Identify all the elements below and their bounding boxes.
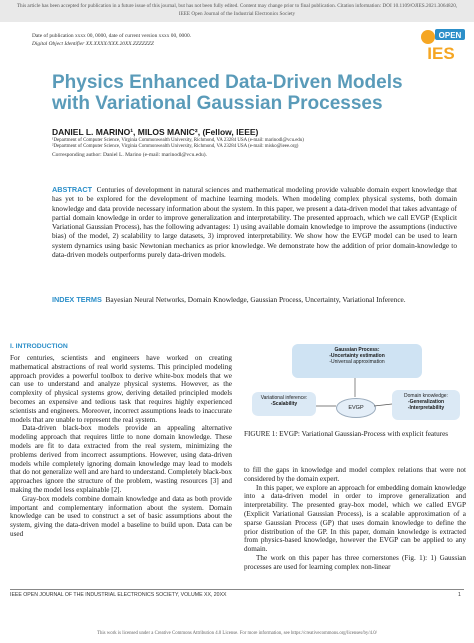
right-paragraph-0: to fill the gaps in knowledge and model complex relations that were not considered by the domain expert. xyxy=(244,466,466,483)
gp-box-title: Gaussian Process: xyxy=(334,347,380,353)
corresponding-author: Corresponding author: Daniel L. Marino (e-mail: marinodl@vcu.edu). xyxy=(52,152,207,158)
abstract-text: Centuries of development in natural sciences and mathematical modeling provide valuable domain expert knowledge that has yet to be explored for the development of machine learning models. When modeling complex physical systems, both domain knowledge and data provide necessary information about the system. In this paper, we present a data-driven model that takes advantage of partial domain knowledge in order to improve generalization and interpretability. The presented approach, which we call EVGP (Explicit Variational Gaussian Process), has the following advantages: 1) using available domain knowledge to improve the assumptions (inductive bias) of the model, 2) scalability to large datasets, 3) improved interpretability. We show how the EVGP model can be used to learn system dynamics using basic Newtonian mechanics as prior knowledge. We demonstrate how the addition of prior domain-knowledge to data-driven models outperforms purely data-driven models. xyxy=(52,185,458,260)
dk-box-title: Domain knowledge: xyxy=(404,393,448,399)
abstract-label: ABSTRACT xyxy=(52,185,93,194)
abstract xyxy=(52,185,457,259)
section-heading-introduction: I. INTRODUCTION xyxy=(10,343,68,350)
left-column xyxy=(10,354,232,539)
right-column xyxy=(244,466,466,572)
vi-box-item-1: -Scalability xyxy=(270,401,298,407)
figure-arrows xyxy=(252,344,462,426)
logo-top-text: OPEN xyxy=(438,31,462,40)
right-paragraph-2: The work on this paper has three cornerstones (Fig. 1): 1) Gaussian processes are used for learning complex non-linear xyxy=(244,553,466,571)
right-paragraph-1: In this paper, we explore an approach for embedding domain knowledge into a data-driven model in order to improve generalization and interpretability. The presented gray-box model, which we called EVGP (Explicit Variational Gaussian Process), is a scalable approximation of a sparse Gaussian Process (GP) that uses domain knowledge to define the prior distribution of the GP. In this paper, domain knowledge is extracted from physics-based knowledge, however the EVGP can be applied to any domain. xyxy=(244,483,466,554)
arrow-dk-to-evgp xyxy=(374,404,392,406)
author-list: DANIEL L. MARINO¹, MILOS MANIC², (Fellow, IEEE) xyxy=(52,127,259,137)
affiliation-1: ¹Department of Computer Science, Virginia Commonwealth University, Richmond, VA 23284 USA (e-mail: marinodl@vcu.edu) xyxy=(52,138,304,143)
dk-box-item-2: -Interpretability xyxy=(407,405,445,411)
intro-paragraph-2: Data-driven black-box models provide an appealing alternative modeling approach that requires little to none domain knowledge. These models are fit to data extracted from the real system, minimizing the problems derived from incorrect assumptions. However, using data-driven models while completely ignoring domain knowledge may lead to models that do not generalize well and are hard to understand. Completely black-box approaches ignore the structure of the problem, wasting resources [3] and making the model less explainable [2]. xyxy=(10,424,232,494)
gp-box-item-2: -Universal approximation xyxy=(329,359,385,365)
doi-identifier: Digital Object Identifier XX.XXXX/XXX.20XX.ZZZZZZZ xyxy=(32,41,154,47)
index-terms-text: Bayesian Neural Networks, Domain Knowledge, Gaussian Process, Uncertainty, Variational Inference. xyxy=(105,295,406,304)
figure-1-diagram xyxy=(252,344,462,426)
license-notice: This work is licensed under a Creative Commons Attribution 4.0 License. For more information, see https://creativecommons.org/licenses/by/4.0/ xyxy=(97,631,377,636)
evgp-node: EVGP xyxy=(336,398,376,418)
gp-box-item-1: -Uncertainty estimation xyxy=(329,353,385,359)
index-terms xyxy=(52,295,457,304)
page-number: 1 xyxy=(458,592,461,598)
banner-line-1: This article has been accepted for publication in a future issue of this journal, but has not been fully edited. Content may change prior to final publication. Citation information: DOI 10.1109/OJIES.2021.3064820, xyxy=(16,3,458,9)
index-terms-label: INDEX TERMS xyxy=(52,295,102,304)
banner-line-2: IEEE Open Journal of the Industrial Electronics Society xyxy=(178,11,296,17)
intro-paragraph-3: Gray-box models combine domain knowledge and data as both provide important and complementary information about the system. Domain knowledge can be used to construct a set of basic assumptions about the system, giving the data-driven model a baseline to build upon. Data can be used xyxy=(10,494,232,538)
footer-divider xyxy=(10,589,464,590)
paper-title: Physics Enhanced Data-Driven Models with Variational Gaussian Processes xyxy=(52,72,403,114)
open-ies-logo xyxy=(413,25,468,65)
journal-footer: IEEE OPEN JOURNAL OF THE INDUSTRIAL ELECTRONICS SOCIETY, VOLUME XX, 20XX xyxy=(10,592,227,598)
dk-box-item-1: -Generalization xyxy=(407,399,445,405)
logo-bottom-text: IES xyxy=(427,44,455,63)
figure-1-caption: FIGURE 1: EVGP: Variational Gaussian-Process with explicit features xyxy=(244,430,449,438)
intro-paragraph-1: For centuries, scientists and engineers have worked on creating mathematical abstractions of real world systems. This principled modeling approach provides a powerful toolbox to derive white-box models that we can use to understand and analyze physical systems. However, as the complexity of physical systems grow, deriving detailed principled models becomes an expensive and tedious task that requires highly experienced scientists and engineers. Moreover, incorrect assumptions leads to inaccurate models that are unable to represent the real system. xyxy=(10,354,232,424)
publication-date: Date of publication xxxx 00, 0000, date of current version xxxx 00, 0000. xyxy=(32,33,191,39)
affiliation-2: ²Department of Computer Science, Virginia Commonwealth University, Richmond, VA 23284 USA (e-mail: misko@ieee.org) xyxy=(52,144,299,149)
vi-box-title: Variational inference: xyxy=(260,395,308,401)
